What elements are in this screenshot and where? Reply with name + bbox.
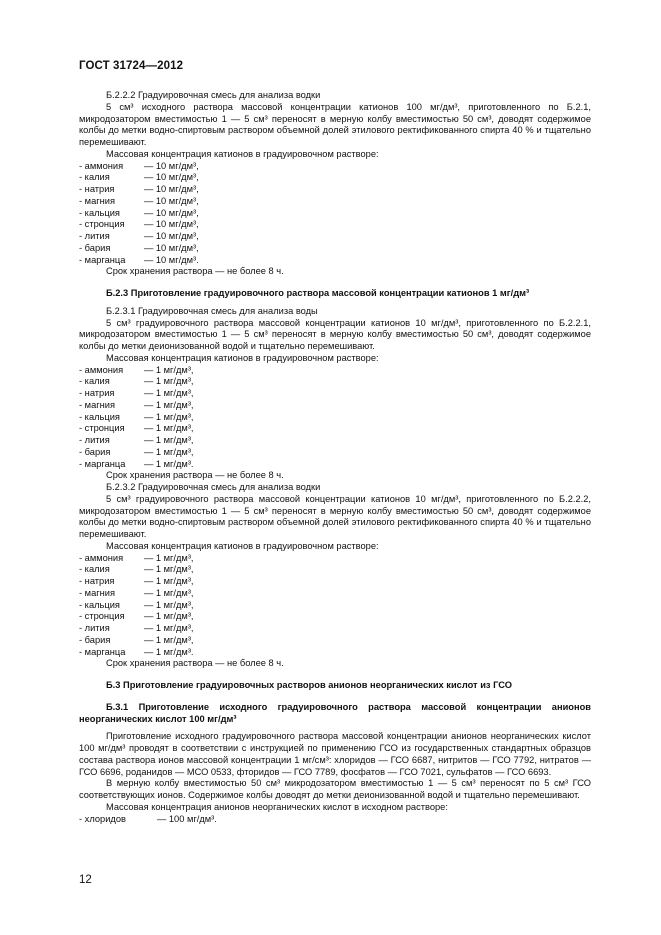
list-item: - марганца — 1 мг/дм³.: [79, 646, 194, 657]
list-item: - кальция — 1 мг/дм³,: [79, 599, 194, 610]
list-item: - аммония — 1 мг/дм³,: [79, 364, 194, 375]
list-item: - аммония — 10 мг/дм³,: [79, 160, 199, 171]
paragraph: 5 см³ исходного раствора массовой концентрации катионов 100 мг/дм³, приготовленного по Б.2.1, микродозатором вместимостью 1 — 5 см³ переносят в мерную колбу вместимостью 50 см³, доводят содержимое колбы до метки водно-спиртовым раствором объемной долей этилового ректификованного спирта 40 % и тщательно перемешивают.: [79, 101, 591, 147]
section-heading: Б.3 Приготовление градуировочных растворов анионов неорганических кислот из ГСО: [106, 680, 512, 690]
list-item: - магния — 10 мг/дм³,: [79, 195, 199, 206]
section-heading: Б.2.3 Приготовление градуировочного раствора массовой концентрации катионов 1 мг/дм³: [106, 288, 530, 298]
list-item: - калия — 1 мг/дм³,: [79, 376, 194, 387]
list-item: - магния — 1 мг/дм³,: [79, 587, 194, 598]
list-item: - стронция — 10 мг/дм³,: [79, 219, 199, 230]
list-item: - аммония — 1 мг/дм³,: [79, 552, 194, 563]
document-header: ГОСТ 31724—2012: [79, 60, 184, 72]
list-item: - натрия — 1 мг/дм³,: [79, 576, 194, 586]
list-item: - натрия — 1 мг/дм³,: [79, 388, 194, 398]
list-item: - марганца — 1 мг/дм³.: [79, 458, 194, 469]
list-item: - магния — 1 мг/дм³,: [79, 399, 194, 410]
list-item: - марганца — 10 мг/дм³.: [79, 254, 199, 265]
cation-list: [79, 365, 591, 471]
page-number: 12: [79, 874, 92, 886]
subsection-heading: Б.3.1 Приготовление исходного градуировочного раствора массовой концентрации анионов неорганических кислот 100 мг/дм³: [79, 701, 591, 724]
list-item: - бария — 10 мг/дм³,: [79, 242, 199, 253]
paragraph: Приготовление исходного градуировочного раствора массовой концентрации анионов неорганических кислот 100 мг/дм³ проводят в соответствии с инструкцией по применению ГСО из государственных стандартных образцов состава раствора ионов массовой концентрации 1 мг/см³: хлоридов — ГСО 6687, нитритов — ГСО 7792, нитратов — ГСО 6696, роданидов — МСО 0533, фторидов — ГСО 7789, фосфатов — ГСО 7021, сульфатов — ГСО 6693.: [79, 731, 591, 777]
subsection-title: Б.2.3.1 Градуировочная смесь для анализа воды: [106, 305, 318, 316]
list-item: - бария — 1 мг/дм³,: [79, 446, 194, 457]
paragraph: В мерную колбу вместимостью 50 см³ микродозатором вместимостью 1 — 5 см³ переносят по 5 см³ ГСО соответствующих ионов. Содержимое колбы доводят до метки деионизованной водой и тщательно перемешивают.: [79, 778, 591, 800]
list-item: - кальция — 1 мг/дм³,: [79, 411, 194, 422]
list-item: - хлоридов — 100 мг/дм³.: [79, 813, 217, 824]
list-item: - лития — 1 мг/дм³,: [79, 435, 194, 445]
list-item: - натрия — 10 мг/дм³,: [79, 184, 199, 194]
list-intro: Массовая концентрация анионов неорганических кислот в исходном растворе:: [106, 801, 448, 812]
list-item: - калия — 1 мг/дм³,: [79, 564, 194, 575]
list-intro: Массовая концентрация катионов в градуировочном растворе:: [106, 148, 379, 159]
list-intro: Массовая концентрация катионов в градуировочном растворе:: [106, 352, 379, 363]
paragraph: 5 см³ градуировочного раствора массовой концентрации катионов 10 мг/дм³, приготовленного по Б.2.2.2, микродозатором вместимостью 1 — 5 см³ переносят в мерную колбу вместимостью 50 см³, доводят содержимое колбы до метки водно-спиртовым раствором объемной долей этилового ректификованного спирта 40 % и тщательно перемешивают.: [79, 493, 591, 539]
list-item: - калия — 10 мг/дм³,: [79, 172, 199, 183]
page-body: [79, 90, 591, 825]
cation-list: [79, 161, 591, 267]
storage-note: Срок хранения раствора — не более 8 ч.: [106, 470, 284, 481]
cation-list: [79, 553, 591, 659]
paragraph: 5 см³ градуировочного раствора массовой концентрации катионов 10 мг/дм³, приготовленного по Б.2.2.1, микродозатором вместимостью 1 — 5 см³ переносят в мерную колбу вместимостью 50 см³, доводят содержимое колбы до метки деионизованной водой и тщательно перемешивают.: [79, 317, 591, 351]
storage-note: Срок хранения раствора — не более 8 ч.: [106, 266, 284, 277]
list-item: - бария — 1 мг/дм³,: [79, 634, 194, 645]
list-item: - стронция — 1 мг/дм³,: [79, 423, 194, 434]
list-item: - стронция — 1 мг/дм³,: [79, 611, 194, 622]
subsection-title: Б.2.2.2 Градуировочная смесь для анализа водки: [106, 90, 321, 100]
storage-note: Срок хранения раствора — не более 8 ч.: [106, 658, 284, 669]
list-intro: Массовая концентрация катионов в градуировочном растворе:: [106, 540, 379, 551]
list-item: - лития — 10 мг/дм³,: [79, 231, 199, 241]
list-item: - лития — 1 мг/дм³,: [79, 623, 194, 633]
subsection-title: Б.2.3.2 Градуировочная смесь для анализа водки: [106, 482, 321, 492]
anion-list: [79, 814, 591, 826]
list-item: - кальция — 10 мг/дм³,: [79, 207, 199, 218]
